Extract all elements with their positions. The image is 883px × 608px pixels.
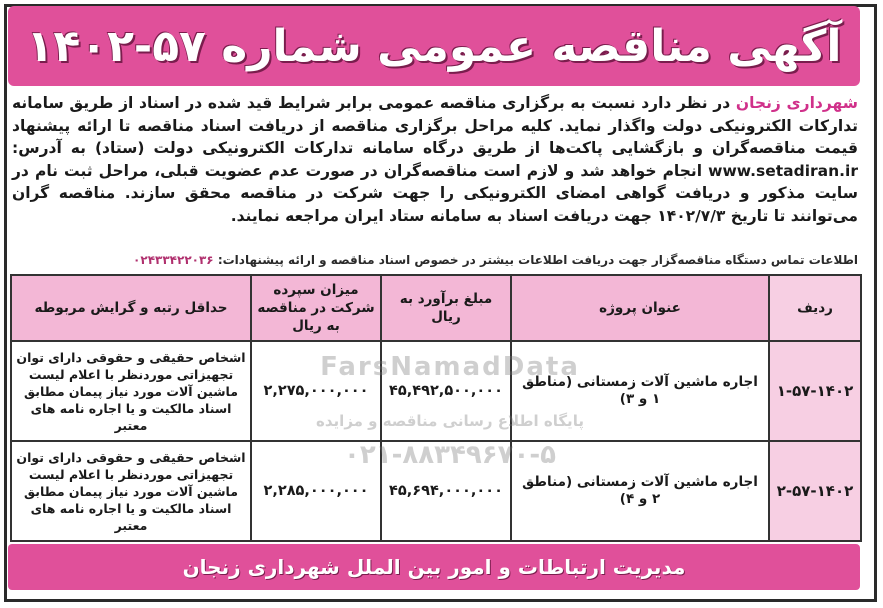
tender-table <box>10 274 862 542</box>
estimate-amount: ۴۵,۶۹۴,۰۰۰,۰۰۰ <box>381 441 511 541</box>
table-row <box>11 441 861 541</box>
intro-body: در نظر دارد نسبت به برگزاری مناقصه عمومی برابر شرایط قید شده در اسناد از طریق سامانه تدارکات الکترونیکی دولت واگذار نماید. کلیه مراحل برگزاری مناقصه از دریافت اسناد مناقصه تا ارائه پیشنهاد قیمت مناقصه‌گران و بازگشایی پاکت‌ها از طریق درگاه سامانه تدارکات الکترونیکی دولت (ستاد) به آدرس: www.setadiran.ir انجام خواهد شد و لازم است مناقصه‌گران در صورت عدم عضویت قبلی، مراحل ثبت نام در سایت مذکور و دریافت گواهی امضای الکترونیکی را جهت شرکت در مناقصه محقق سازند. مناقصه گران می‌توانند تا تاریخ ۱۴۰۲/۷/۳ جهت دریافت اسناد به سامانه ستاد ایران مراجعه نمایند. <box>12 94 858 225</box>
organization-name: شهرداری زنجان <box>735 94 858 112</box>
deposit-amount: ۲,۲۷۵,۰۰۰,۰۰۰ <box>251 341 381 441</box>
header-deposit: میزان سپرده شرکت در مناقصه به ریال <box>251 275 381 341</box>
header-project-title: عنوان پروژه <box>511 275 769 341</box>
intro-paragraph <box>12 92 858 250</box>
footer-banner <box>8 544 860 590</box>
row-number: ۲-۵۷-۱۴۰۲ <box>769 441 861 541</box>
footer-text: مدیریت ارتباطات و امور بین الملل شهرداری زنجان <box>182 555 686 579</box>
title-banner <box>8 6 860 86</box>
watermark-site: پایگاه اطلاع رسانی مناقصه و مزایده <box>316 412 584 430</box>
row-number: ۱-۵۷-۱۴۰۲ <box>769 341 861 441</box>
watermark-brand: FarsNamadData <box>320 352 580 382</box>
header-row-number: ردیف <box>769 275 861 341</box>
table-row <box>11 341 861 441</box>
contact-label: اطلاعات تماس دستگاه مناقصه‌گزار جهت دریافت اطلاعات بیشتر در خصوص اسناد مناقصه و ارائه پیشنهادات: <box>217 253 858 267</box>
contact-phone: ۰۲۴۳۳۴۲۲۰۳۶ <box>133 253 214 267</box>
qualification-text: اشخاص حقیقی و حقوقی دارای توان تجهیزاتی موردنظر با اعلام لیست ماشین آلات مورد نیاز پیمان مطابق اسناد مالکیت و یا اجاره نامه های معتبر <box>11 441 251 541</box>
estimate-amount: ۴۵,۴۹۲,۵۰۰,۰۰۰ <box>381 341 511 441</box>
project-title: اجاره ماشین آلات زمستانی (مناطق ۱ و ۳) <box>511 341 769 441</box>
header-estimate: مبلغ برآورد به ریال <box>381 275 511 341</box>
qualification-text: اشخاص حقیقی و حقوقی دارای توان تجهیزاتی موردنظر با اعلام لیست ماشین آلات مورد نیاز پیمان مطابق اسناد مالکیت و یا اجاره نامه های معتبر <box>11 341 251 441</box>
project-title: اجاره ماشین آلات زمستانی (مناطق ۲ و ۴) <box>511 441 769 541</box>
notice-title: آگهی مناقصه عمومی شماره ۵۷-۱۴۰۲ <box>26 20 842 72</box>
watermark-phone: ۰۲۱-۸۸۳۴۹۶۷۰-۵ <box>343 440 556 470</box>
deposit-amount: ۲,۲۸۵,۰۰۰,۰۰۰ <box>251 441 381 541</box>
table-header-row <box>11 275 861 341</box>
contact-line <box>12 250 858 270</box>
header-qualification: حداقل رتبه و گرایش مربوطه <box>11 275 251 341</box>
